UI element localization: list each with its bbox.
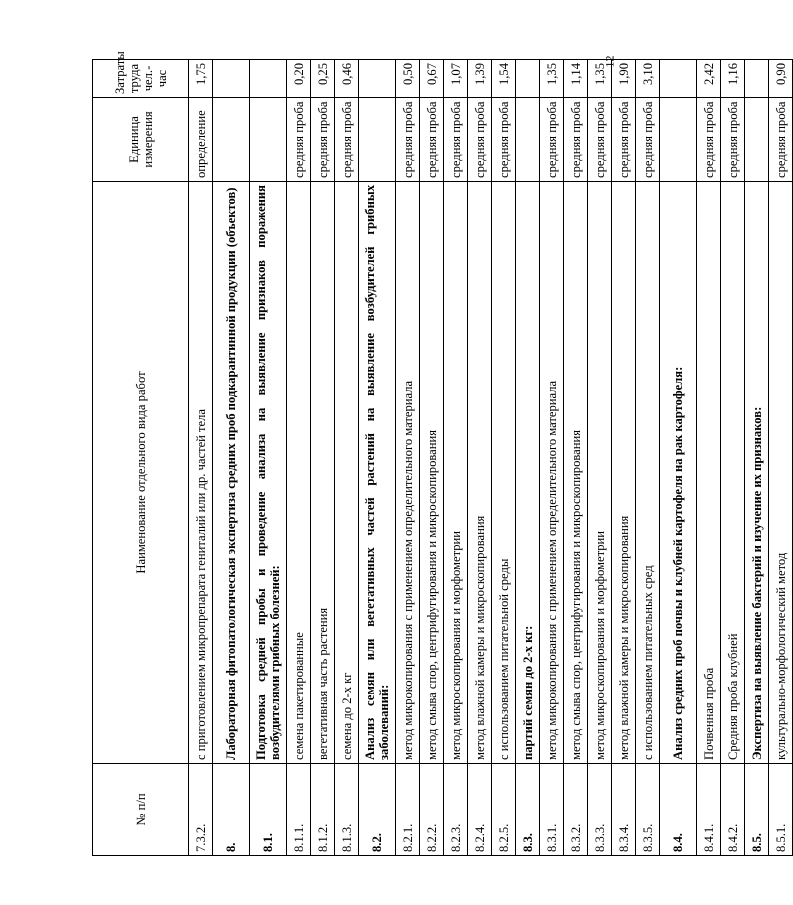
table-row: [335, 60, 359, 856]
table-row: [745, 60, 769, 856]
row-name: метод микроскопирования и морфометрии: [588, 182, 612, 764]
row-cost: [250, 60, 287, 98]
table-row: [250, 60, 287, 856]
row-number: 8.3.5.: [636, 764, 660, 856]
row-cost: 1,07: [444, 60, 468, 98]
row-cost: 1,75: [189, 60, 213, 98]
row-name: вегетативная часть растения: [311, 182, 335, 764]
row-cost: 0,20: [287, 60, 311, 98]
row-name: Анализ семян или вегетативных частей растений на выявление возбудителей грибных заболеваний:: [359, 182, 396, 764]
row-name: с использованием питательной среды: [492, 182, 516, 764]
row-unit: средняя проба: [492, 98, 516, 182]
row-number: 8.1.3.: [335, 764, 359, 856]
row-name: Лабораторная фитопатологическая экспертиза средних проб подкарантинной продукции (объектов): [213, 182, 250, 764]
row-cost: 1,35: [588, 60, 612, 98]
row-unit: определение: [189, 98, 213, 182]
table-body: [189, 60, 793, 856]
row-cost: 0,50: [396, 60, 420, 98]
row-number: 8.4.1.: [697, 764, 721, 856]
row-name: семена до 2-х кг: [335, 182, 359, 764]
row-name: метод микрокопирования с применением определительного материала: [540, 182, 564, 764]
row-unit: [250, 98, 287, 182]
row-cost: [516, 60, 540, 98]
row-number: 8.3.4.: [612, 764, 636, 856]
rotated-table-container: [92, 51, 788, 856]
row-cost: [213, 60, 250, 98]
row-number: 8.5.1.: [769, 764, 793, 856]
row-number: 8.2.: [359, 764, 396, 856]
row-unit: средняя проба: [588, 98, 612, 182]
header-unit: Единица измерения: [93, 98, 189, 182]
table-row: [588, 60, 612, 856]
row-unit: [359, 98, 396, 182]
row-unit: средняя проба: [564, 98, 588, 182]
table-row: [287, 60, 311, 856]
header-num: № п/п: [93, 764, 189, 856]
row-unit: средняя проба: [396, 98, 420, 182]
row-cost: [660, 60, 697, 98]
row-number: 8.2.2.: [420, 764, 444, 856]
page-number: 12: [602, 55, 617, 68]
row-name: метод смыва спор, центрифугирования и микроскопирования: [420, 182, 444, 764]
row-unit: [660, 98, 697, 182]
row-name: с приготовлением микропрепарата гениталий или др. частей тела: [189, 182, 213, 764]
row-unit: средняя проба: [721, 98, 745, 182]
row-cost: 1,39: [468, 60, 492, 98]
table-row: [359, 60, 396, 856]
row-unit: [213, 98, 250, 182]
table-row: [564, 60, 588, 856]
row-cost: 1,35: [540, 60, 564, 98]
row-unit: средняя проба: [335, 98, 359, 182]
table-row: [396, 60, 420, 856]
row-unit: средняя проба: [311, 98, 335, 182]
row-name: партий семян до 2-х кг:: [516, 182, 540, 764]
row-number: 8.1.2.: [311, 764, 335, 856]
row-name: Подготовка средней пробы и проведение анализа на выявление признаков поражения возбудителями грибных болезней:: [250, 182, 287, 764]
row-number: 8.2.3.: [444, 764, 468, 856]
table-row: [612, 60, 636, 856]
row-name: культурально-морфологический метод: [769, 182, 793, 764]
row-name: метод влажной камеры и микроскопирования: [468, 182, 492, 764]
row-number: 8.4.2.: [721, 764, 745, 856]
row-cost: 0,25: [311, 60, 335, 98]
row-number: 8.1.: [250, 764, 287, 856]
table-row: [213, 60, 250, 856]
table-row: [420, 60, 444, 856]
row-unit: средняя проба: [612, 98, 636, 182]
table-row: [468, 60, 492, 856]
row-cost: 0,46: [335, 60, 359, 98]
row-cost: 1,54: [492, 60, 516, 98]
row-cost: 1,14: [564, 60, 588, 98]
table-row: [697, 60, 721, 856]
row-unit: [516, 98, 540, 182]
row-cost: 2,42: [697, 60, 721, 98]
row-unit: средняя проба: [468, 98, 492, 182]
row-number: 8.: [213, 764, 250, 856]
row-unit: средняя проба: [769, 98, 793, 182]
row-name: метод влажной камеры и микроскопирования: [612, 182, 636, 764]
row-number: 8.1.1.: [287, 764, 311, 856]
table-row: [636, 60, 660, 856]
row-cost: 0,90: [769, 60, 793, 98]
row-number: 7.3.2.: [189, 764, 213, 856]
row-name: Почвенная проба: [697, 182, 721, 764]
row-unit: средняя проба: [540, 98, 564, 182]
row-unit: средняя проба: [420, 98, 444, 182]
table-row: [444, 60, 468, 856]
table-row: [721, 60, 745, 856]
row-name: Средняя проба клубней: [721, 182, 745, 764]
row-number: 8.3.3.: [588, 764, 612, 856]
row-number: 8.4.: [660, 764, 697, 856]
table-row: [516, 60, 540, 856]
row-number: 8.2.5.: [492, 764, 516, 856]
row-unit: [745, 98, 769, 182]
row-number: 8.2.1.: [396, 764, 420, 856]
table-row: [769, 60, 793, 856]
row-name: Анализ средних проб почвы и клубней картофеля на рак картофеля:: [660, 182, 697, 764]
row-number: 8.3.1.: [540, 764, 564, 856]
table-row: [660, 60, 697, 856]
table-row: [311, 60, 335, 856]
row-number: 8.3.2.: [564, 764, 588, 856]
row-unit: средняя проба: [444, 98, 468, 182]
row-name: с использованием питательных сред: [636, 182, 660, 764]
table-row: [189, 60, 213, 856]
row-number: 8.5.: [745, 764, 769, 856]
row-cost: 3,10: [636, 60, 660, 98]
header-cost: Затраты труда чел.- час: [93, 60, 189, 98]
row-name: метод микроскопирования и морфометрии: [444, 182, 468, 764]
row-cost: [359, 60, 396, 98]
table-row: [540, 60, 564, 856]
row-name: метод микрокопирования с применением определительного материала: [396, 182, 420, 764]
row-number: 8.3.: [516, 764, 540, 856]
table-header-row: [93, 60, 189, 856]
row-unit: средняя проба: [287, 98, 311, 182]
header-name: Наименование отдельного вида работ: [93, 182, 189, 764]
row-name: семена пакетированные: [287, 182, 311, 764]
table-row: [492, 60, 516, 856]
row-name: метод смыва спор, центрифугирования и микроскопирования: [564, 182, 588, 764]
row-unit: средняя проба: [636, 98, 660, 182]
row-cost: 0,67: [420, 60, 444, 98]
row-cost: 1,90: [612, 60, 636, 98]
row-unit: средняя проба: [697, 98, 721, 182]
row-cost: 1,16: [721, 60, 745, 98]
row-number: 8.2.4.: [468, 764, 492, 856]
row-name: Экспертиза на выявление бактерий и изучение их признаков:: [745, 182, 769, 764]
row-cost: [745, 60, 769, 98]
work-costs-table: [92, 51, 793, 856]
